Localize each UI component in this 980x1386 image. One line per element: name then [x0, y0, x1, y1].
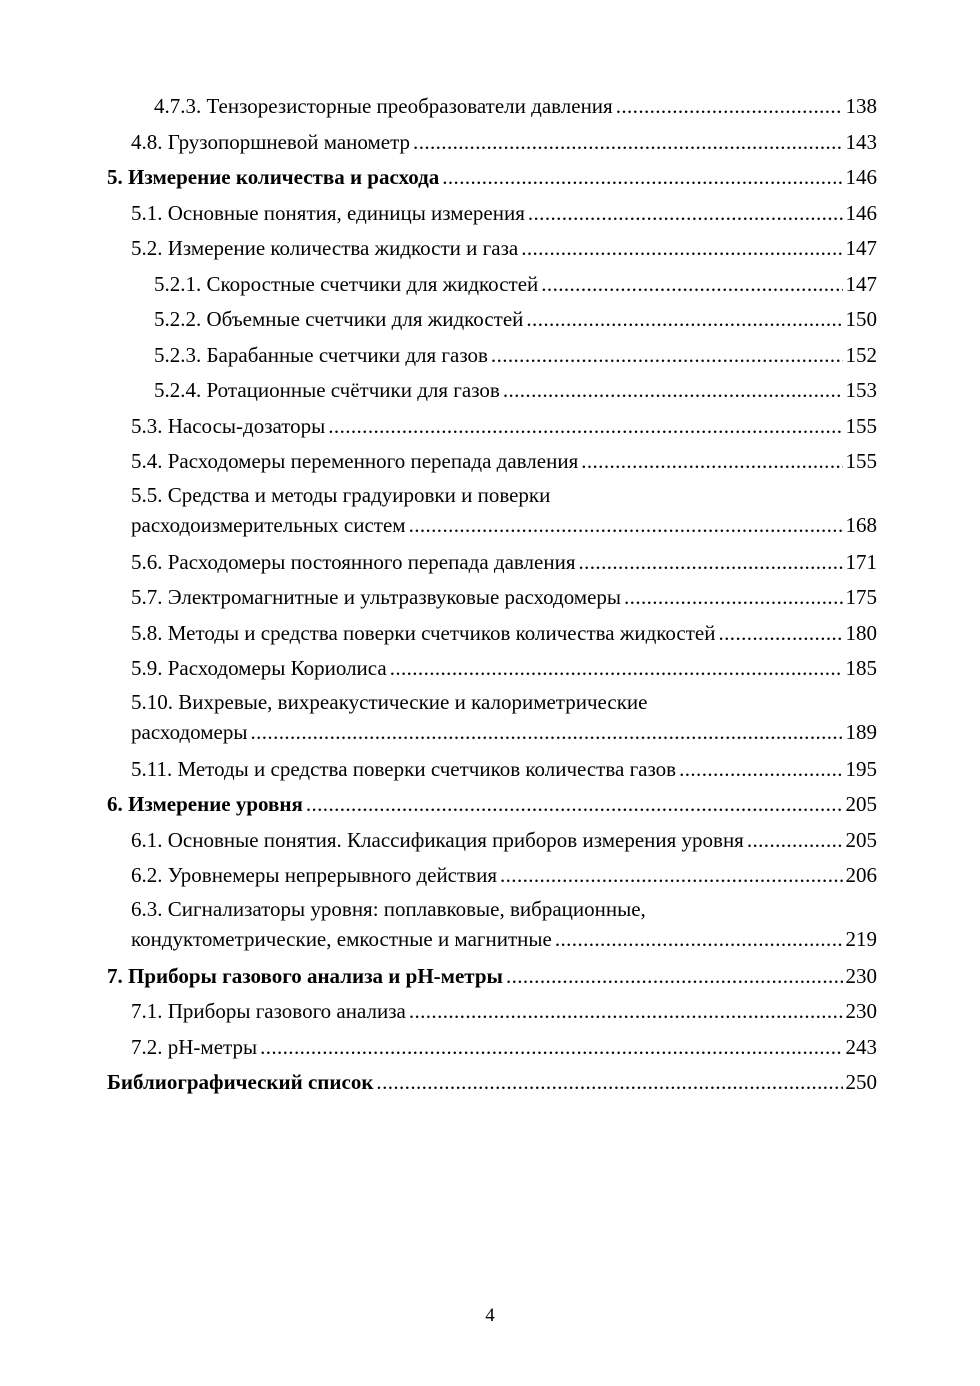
leader-dots: [409, 510, 843, 540]
leader-dots: [624, 580, 842, 616]
leader-dots: [491, 338, 843, 374]
toc-entry-5-7: 5.7. Электромагнитные и ультразвуковые расходомеры ..... 175: [107, 580, 877, 616]
leader-dots: [328, 409, 842, 445]
toc-entry-5-3: 5.3. Насосы-дозаторы ..... 155: [107, 409, 877, 445]
leader-dots: [541, 267, 842, 303]
leader-dots: [747, 823, 843, 859]
toc-entry-6-2: 6.2. Уровнемеры непрерывного действия ..... 206: [107, 858, 877, 894]
leader-dots: [521, 231, 842, 267]
leader-dots: [719, 616, 843, 652]
toc-bibliography: Библиографический список ..... 250: [107, 1065, 877, 1101]
toc-entry-7-2: 7.2. pH-метры ..... 243: [107, 1030, 877, 1066]
toc-entry-6-1: 6.1. Основные понятия. Классификация приборов измерения уровня ..... 205: [107, 823, 877, 859]
leader-dots: [409, 994, 843, 1030]
leader-dots: [503, 373, 843, 409]
toc-entry-5-6: 5.6. Расходомеры постоянного перепада давления ..... 171: [107, 545, 877, 581]
toc-entry-5-2-3: 5.2.3. Барабанные счетчики для газов ..... 152: [107, 338, 877, 374]
toc-entry-5-8: 5.8. Методы и средства поверки счетчиков количества жидкостей ..... 180: [107, 616, 877, 652]
toc-entry-5-5: 5.5. Средства и методы градуировки и поверки расходоизмерительных систем ..... 168: [107, 480, 877, 545]
leader-dots: [555, 924, 843, 954]
leader-dots: [578, 545, 842, 581]
toc-chapter-6: 6. Измерение уровня ..... 205: [107, 787, 877, 823]
leader-dots: [528, 196, 843, 232]
leader-dots: [500, 858, 843, 894]
leader-dots: [306, 787, 843, 823]
leader-dots: [260, 1030, 842, 1066]
toc-entry-6-3: 6.3. Сигнализаторы уровня: поплавковые, вибрационные, кондуктометрические, емкостные и магнитные ..... 219: [107, 894, 877, 959]
toc-entry-5-11: 5.11. Методы и средства поверки счетчиков количества газов ..... 195: [107, 752, 877, 788]
toc-entry-5-9: 5.9. Расходомеры Кориолиса ..... 185: [107, 651, 877, 687]
page-number: 4: [485, 1305, 495, 1326]
leader-dots: [526, 302, 842, 338]
toc-entry-4-8: 4.8. Грузопоршневой манометр ..... 143: [107, 125, 877, 161]
toc-entry-5-2: 5.2. Измерение количества жидкости и газа ..... 147: [107, 231, 877, 267]
toc-chapter-7: 7. Приборы газового анализа и pH-метры ..... 230: [107, 959, 877, 995]
leader-dots: [390, 651, 843, 687]
toc-entry-5-2-4: 5.2.4. Ротационные счётчики для газов ..... 153: [107, 373, 877, 409]
leader-dots: [506, 959, 843, 995]
toc-entry-5-10: 5.10. Вихревые, вихреакустические и калориметрические расходомеры ..... 189: [107, 687, 877, 752]
leader-dots: [616, 89, 843, 125]
table-of-contents: [107, 89, 877, 1101]
leader-dots: [442, 160, 842, 196]
toc-chapter-5: 5. Измерение количества и расхода ..... 146: [107, 160, 877, 196]
toc-entry-4-7-3: 4.7.3. Тензорезисторные преобразователи давления ..... 138: [107, 89, 877, 125]
leader-dots: [250, 717, 842, 747]
leader-dots: [413, 125, 842, 161]
toc-entry-5-2-1: 5.2.1. Скоростные счетчики для жидкостей ..... 147: [107, 267, 877, 303]
toc-entry-5-2-2: 5.2.2. Объемные счетчики для жидкостей ..... 150: [107, 302, 877, 338]
leader-dots: [679, 752, 842, 788]
toc-entry-5-1: 5.1. Основные понятия, единицы измерения ..... 146: [107, 196, 877, 232]
toc-entry-7-1: 7.1. Приборы газового анализа ..... 230: [107, 994, 877, 1030]
leader-dots: [581, 444, 842, 480]
toc-entry-5-4: 5.4. Расходомеры переменного перепада давления ..... 155: [107, 444, 877, 480]
leader-dots: [376, 1065, 842, 1101]
